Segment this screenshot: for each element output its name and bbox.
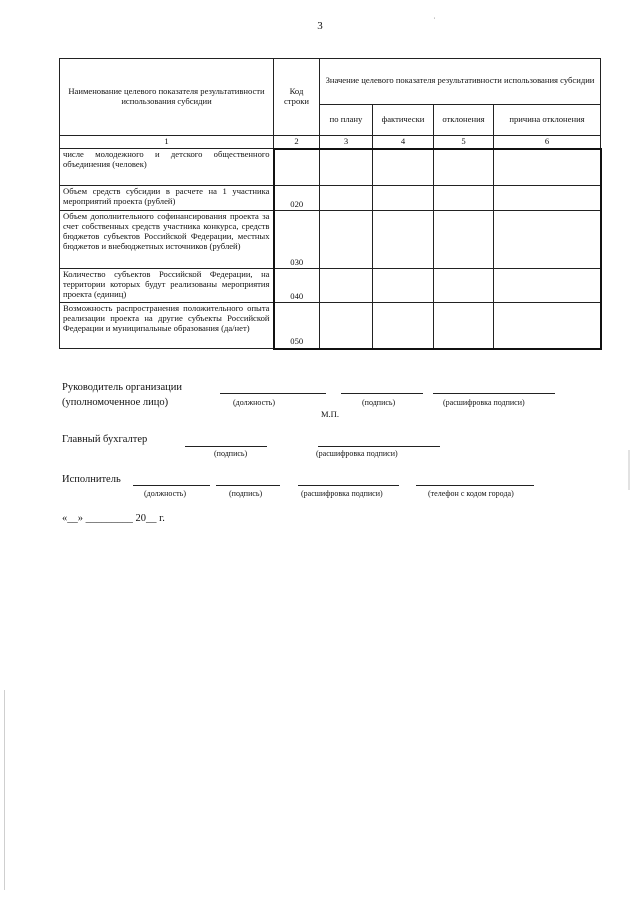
row-deviation-value — [434, 149, 494, 186]
row-deviation-value — [434, 303, 494, 349]
indicator-table — [59, 58, 602, 350]
header-actual: фактически — [373, 104, 434, 135]
accountant-label: Главный бухгалтер — [62, 434, 148, 445]
scan-artifact — [628, 450, 630, 490]
row-actual-value — [373, 269, 434, 303]
executor-label: Исполнитель — [62, 474, 121, 485]
page-number: 3 — [317, 20, 323, 32]
header-value-group: Значение целевого показателя результативности использования субсидии — [320, 59, 601, 105]
row-code: 030 — [274, 211, 320, 269]
column-number: 5 — [434, 136, 494, 149]
row-reason-value — [494, 269, 601, 303]
row-plan-value — [320, 269, 373, 303]
executor-phone-line[interactable] — [416, 485, 534, 486]
header-plan: по плану — [320, 104, 373, 135]
row-indicator-name: числе молодежного и детского общественного объединения (человек) — [60, 149, 274, 186]
head-decoding-line[interactable] — [433, 393, 555, 394]
executor-decoding-line[interactable] — [298, 485, 399, 486]
row-reason-value — [494, 211, 601, 269]
row-code — [274, 149, 320, 186]
header-row-1 — [60, 59, 601, 105]
head-signature-line[interactable] — [341, 393, 423, 394]
row-deviation-value — [434, 269, 494, 303]
head-position-caption: (должность) — [233, 398, 275, 407]
scan-artifact — [4, 690, 5, 890]
row-code: 020 — [274, 186, 320, 211]
head-label-sub: (уполномоченное лицо) — [62, 397, 169, 408]
executor-position-line[interactable] — [133, 485, 210, 486]
stamp-label: М.П. — [321, 409, 339, 419]
row-reason-value — [494, 149, 601, 186]
executor-phone-caption: (телефон с кодом города) — [428, 489, 514, 498]
table-row — [60, 303, 601, 349]
executor-position-caption: (должность) — [144, 489, 186, 498]
accountant-decoding-caption: (расшифровка подписи) — [316, 449, 398, 458]
date-line[interactable]: «__» _________ 20__ г. — [62, 513, 165, 524]
head-label: Руководитель организации — [62, 382, 182, 393]
row-reason-value — [494, 303, 601, 349]
row-deviation-value — [434, 186, 494, 211]
row-reason-value — [494, 186, 601, 211]
header-reason: причина отклонения — [494, 104, 601, 135]
column-number: 1 — [60, 136, 274, 149]
table-row — [60, 149, 601, 186]
row-code: 050 — [274, 303, 320, 349]
row-indicator-name: Возможность распространения положительного опыта реализации проекта на другие субъекты Российской Федерации и муниципальные образования (да/нет) — [60, 303, 274, 349]
executor-decoding-caption: (расшифровка подписи) — [301, 489, 383, 498]
header-indicator-name: Наименование целевого показателя результативности использования субсидии — [60, 59, 274, 136]
table-row — [60, 269, 601, 303]
column-number: 3 — [320, 136, 373, 149]
scan-speck: ˙ — [433, 16, 436, 25]
row-actual-value — [373, 149, 434, 186]
head-position-line[interactable] — [220, 393, 326, 394]
row-indicator-name: Количество субъектов Российской Федерации, на территории которых будут реализованы мероприятия проекта (единиц) — [60, 269, 274, 303]
row-actual-value — [373, 211, 434, 269]
header-deviation: отклонения — [434, 104, 494, 135]
accountant-signature-caption: (подпись) — [214, 449, 248, 458]
row-plan-value — [320, 303, 373, 349]
accountant-decoding-line[interactable] — [318, 446, 440, 447]
executor-signature-caption: (подпись) — [229, 489, 263, 498]
row-actual-value — [373, 303, 434, 349]
column-number: 6 — [494, 136, 601, 149]
column-number: 2 — [274, 136, 320, 149]
row-plan-value — [320, 186, 373, 211]
table-row — [60, 186, 601, 211]
row-plan-value — [320, 211, 373, 269]
row-actual-value — [373, 186, 434, 211]
executor-signature-line[interactable] — [216, 485, 280, 486]
column-number: 4 — [373, 136, 434, 149]
row-indicator-name: Объем дополнительного софинансирования проекта за счет собственных средств участника конкурса, средств бюджетов субъектов Российской Федерации, местных бюджетов и внебюджетных источников (рублей) — [60, 211, 274, 269]
row-deviation-value — [434, 211, 494, 269]
row-indicator-name: Объем средств субсидии в расчете на 1 участника мероприятий проекта (рублей) — [60, 186, 274, 211]
head-signature-caption: (подпись) — [362, 398, 396, 407]
header-row-code: Код строки — [274, 59, 320, 136]
column-number-row — [60, 136, 601, 149]
head-decoding-caption: (расшифровка подписи) — [443, 398, 525, 407]
table-row — [60, 211, 601, 269]
row-plan-value — [320, 149, 373, 186]
row-code: 040 — [274, 269, 320, 303]
accountant-signature-line[interactable] — [185, 446, 267, 447]
